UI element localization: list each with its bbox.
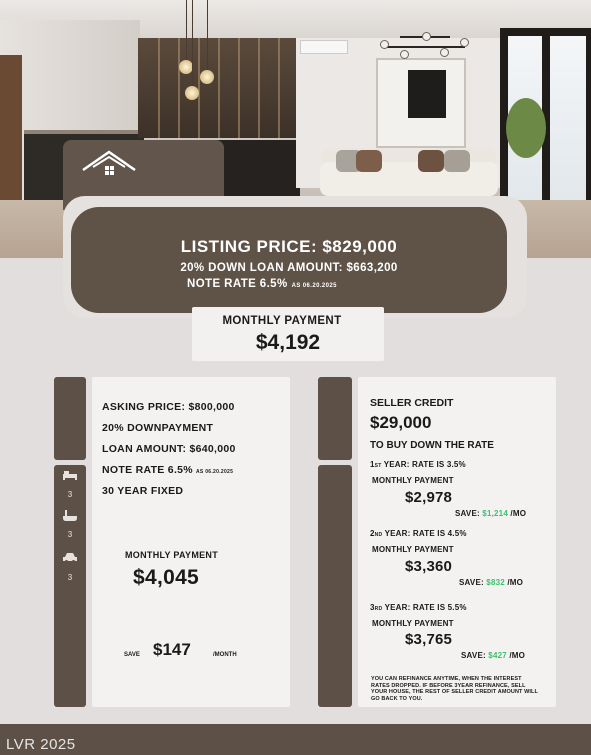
note-rate-line <box>102 464 233 476</box>
bathtub-icon <box>63 510 77 522</box>
left-note-rate: NOTE RATE 6.5% <box>102 464 193 476</box>
listing-banner <box>71 207 507 313</box>
year-3-rate <box>370 603 467 612</box>
year-2-ordinal: 2 <box>370 529 375 538</box>
as-of-date: AS 06.20.2025 <box>291 283 337 289</box>
year-2-payment-label: MONTHLY PAYMENT <box>372 545 454 554</box>
bathroom-feature <box>55 510 85 539</box>
year-2-suffix: ND <box>374 532 383 538</box>
garage-feature <box>55 553 85 582</box>
year-3-save-unit: /MO <box>509 651 526 660</box>
year-3-suffix: RD <box>374 606 383 612</box>
downpayment: 20% DOWNPAYMENT <box>102 422 214 434</box>
right-accent-bar-bottom <box>318 465 352 707</box>
right-accent-bar-top <box>318 377 352 460</box>
year-2-rate <box>370 529 467 538</box>
wood-slat-wall <box>138 38 298 138</box>
watermark: LVR 2025 <box>6 736 76 753</box>
pendant-light <box>179 60 193 74</box>
potted-plant <box>506 98 546 158</box>
listing-price: LISTING PRICE: $829,000 <box>180 237 398 256</box>
year-3-save-value: $427 <box>488 651 507 660</box>
bedroom-count: 3 <box>67 490 73 499</box>
left-save-label: SAVE <box>124 652 140 658</box>
banner-note-rate-line <box>187 278 337 290</box>
year-1-save <box>455 509 526 518</box>
year-1-suffix: ST <box>374 463 382 469</box>
monthly-payment-card <box>192 307 384 361</box>
left-payment-value: $4,045 <box>133 566 200 589</box>
air-conditioner <box>300 40 348 54</box>
year-1-save-label: SAVE: <box>455 509 480 518</box>
footer-band <box>0 724 591 755</box>
year-2-save-unit: /MO <box>507 578 524 587</box>
wood-door <box>0 55 22 205</box>
monthly-payment-value: $4,192 <box>255 331 321 354</box>
year-3-rate-text: YEAR: RATE IS 5.5% <box>384 603 467 612</box>
monthly-payment-label: MONTHLY PAYMENT <box>222 315 342 327</box>
left-save-unit: /MONTH <box>213 652 237 658</box>
pendant-light <box>185 86 199 100</box>
left-save-value: $147 <box>153 640 191 659</box>
year-3-payment-label: MONTHLY PAYMENT <box>372 619 454 628</box>
garage-count: 3 <box>67 573 73 582</box>
bedroom-feature <box>55 470 85 499</box>
down-and-loan: 20% DOWN LOAN AMOUNT: $663,200 <box>180 262 398 274</box>
seller-credit-value: $29,000 <box>370 413 432 432</box>
refinance-disclaimer: YOU CAN REFINANCE ANYTIME, WHEN THE INTEREST RATES DROPPED. IF BEFORE 3YEAR REFINANCE, SELL YOUR HOUSE, THE REST OF SELLER CREDIT AMOUNT WILL GO BACK TO YOU. <box>371 676 538 702</box>
wall-art <box>376 58 466 148</box>
year-1-save-unit: /MO <box>510 509 527 518</box>
pillow <box>418 150 444 172</box>
year-1-save-value: $1,214 <box>482 509 508 518</box>
year-2-save-label: SAVE: <box>459 578 484 587</box>
year-3-save-label: SAVE: <box>461 651 486 660</box>
note-rate: NOTE RATE 6.5% <box>187 278 288 290</box>
pillow <box>356 150 382 172</box>
year-1-ordinal: 1 <box>370 460 375 469</box>
bed-icon <box>63 470 77 480</box>
left-accent-bar-bottom <box>54 465 86 707</box>
year-3-ordinal: 3 <box>370 603 375 612</box>
left-accent-bar-top <box>54 377 86 460</box>
year-1-rate-text: YEAR: RATE IS 3.5% <box>383 460 466 469</box>
year-2-payment-value: $3,360 <box>405 558 453 575</box>
year-3-payment-value: $3,765 <box>405 631 453 648</box>
loan-term: 30 YEAR FIXED <box>102 485 184 497</box>
year-2-save-value: $832 <box>486 578 505 587</box>
car-icon <box>63 553 77 563</box>
year-1-payment-label: MONTHLY PAYMENT <box>372 476 454 485</box>
asking-price: ASKING PRICE: $800,000 <box>102 401 235 413</box>
year-3-save <box>461 651 525 660</box>
year-2-rate-text: YEAR: RATE IS 4.5% <box>384 529 467 538</box>
left-as-of-date: AS 06.20.2025 <box>195 469 234 475</box>
year-2-save <box>459 578 523 587</box>
seller-credit-label: SELLER CREDIT <box>370 397 454 409</box>
left-payment-label: MONTHLY PAYMENT <box>125 550 219 560</box>
year-1-rate <box>370 460 466 469</box>
buy-down-text: TO BUY DOWN THE RATE <box>370 440 494 451</box>
loan-amount: LOAN AMOUNT: $640,000 <box>102 443 236 455</box>
house-icon <box>81 148 137 182</box>
pendant-light <box>200 70 214 84</box>
bathroom-count: 3 <box>67 530 73 539</box>
chandelier <box>380 26 470 66</box>
year-1-payment-value: $2,978 <box>405 489 453 506</box>
pillow <box>444 150 470 172</box>
